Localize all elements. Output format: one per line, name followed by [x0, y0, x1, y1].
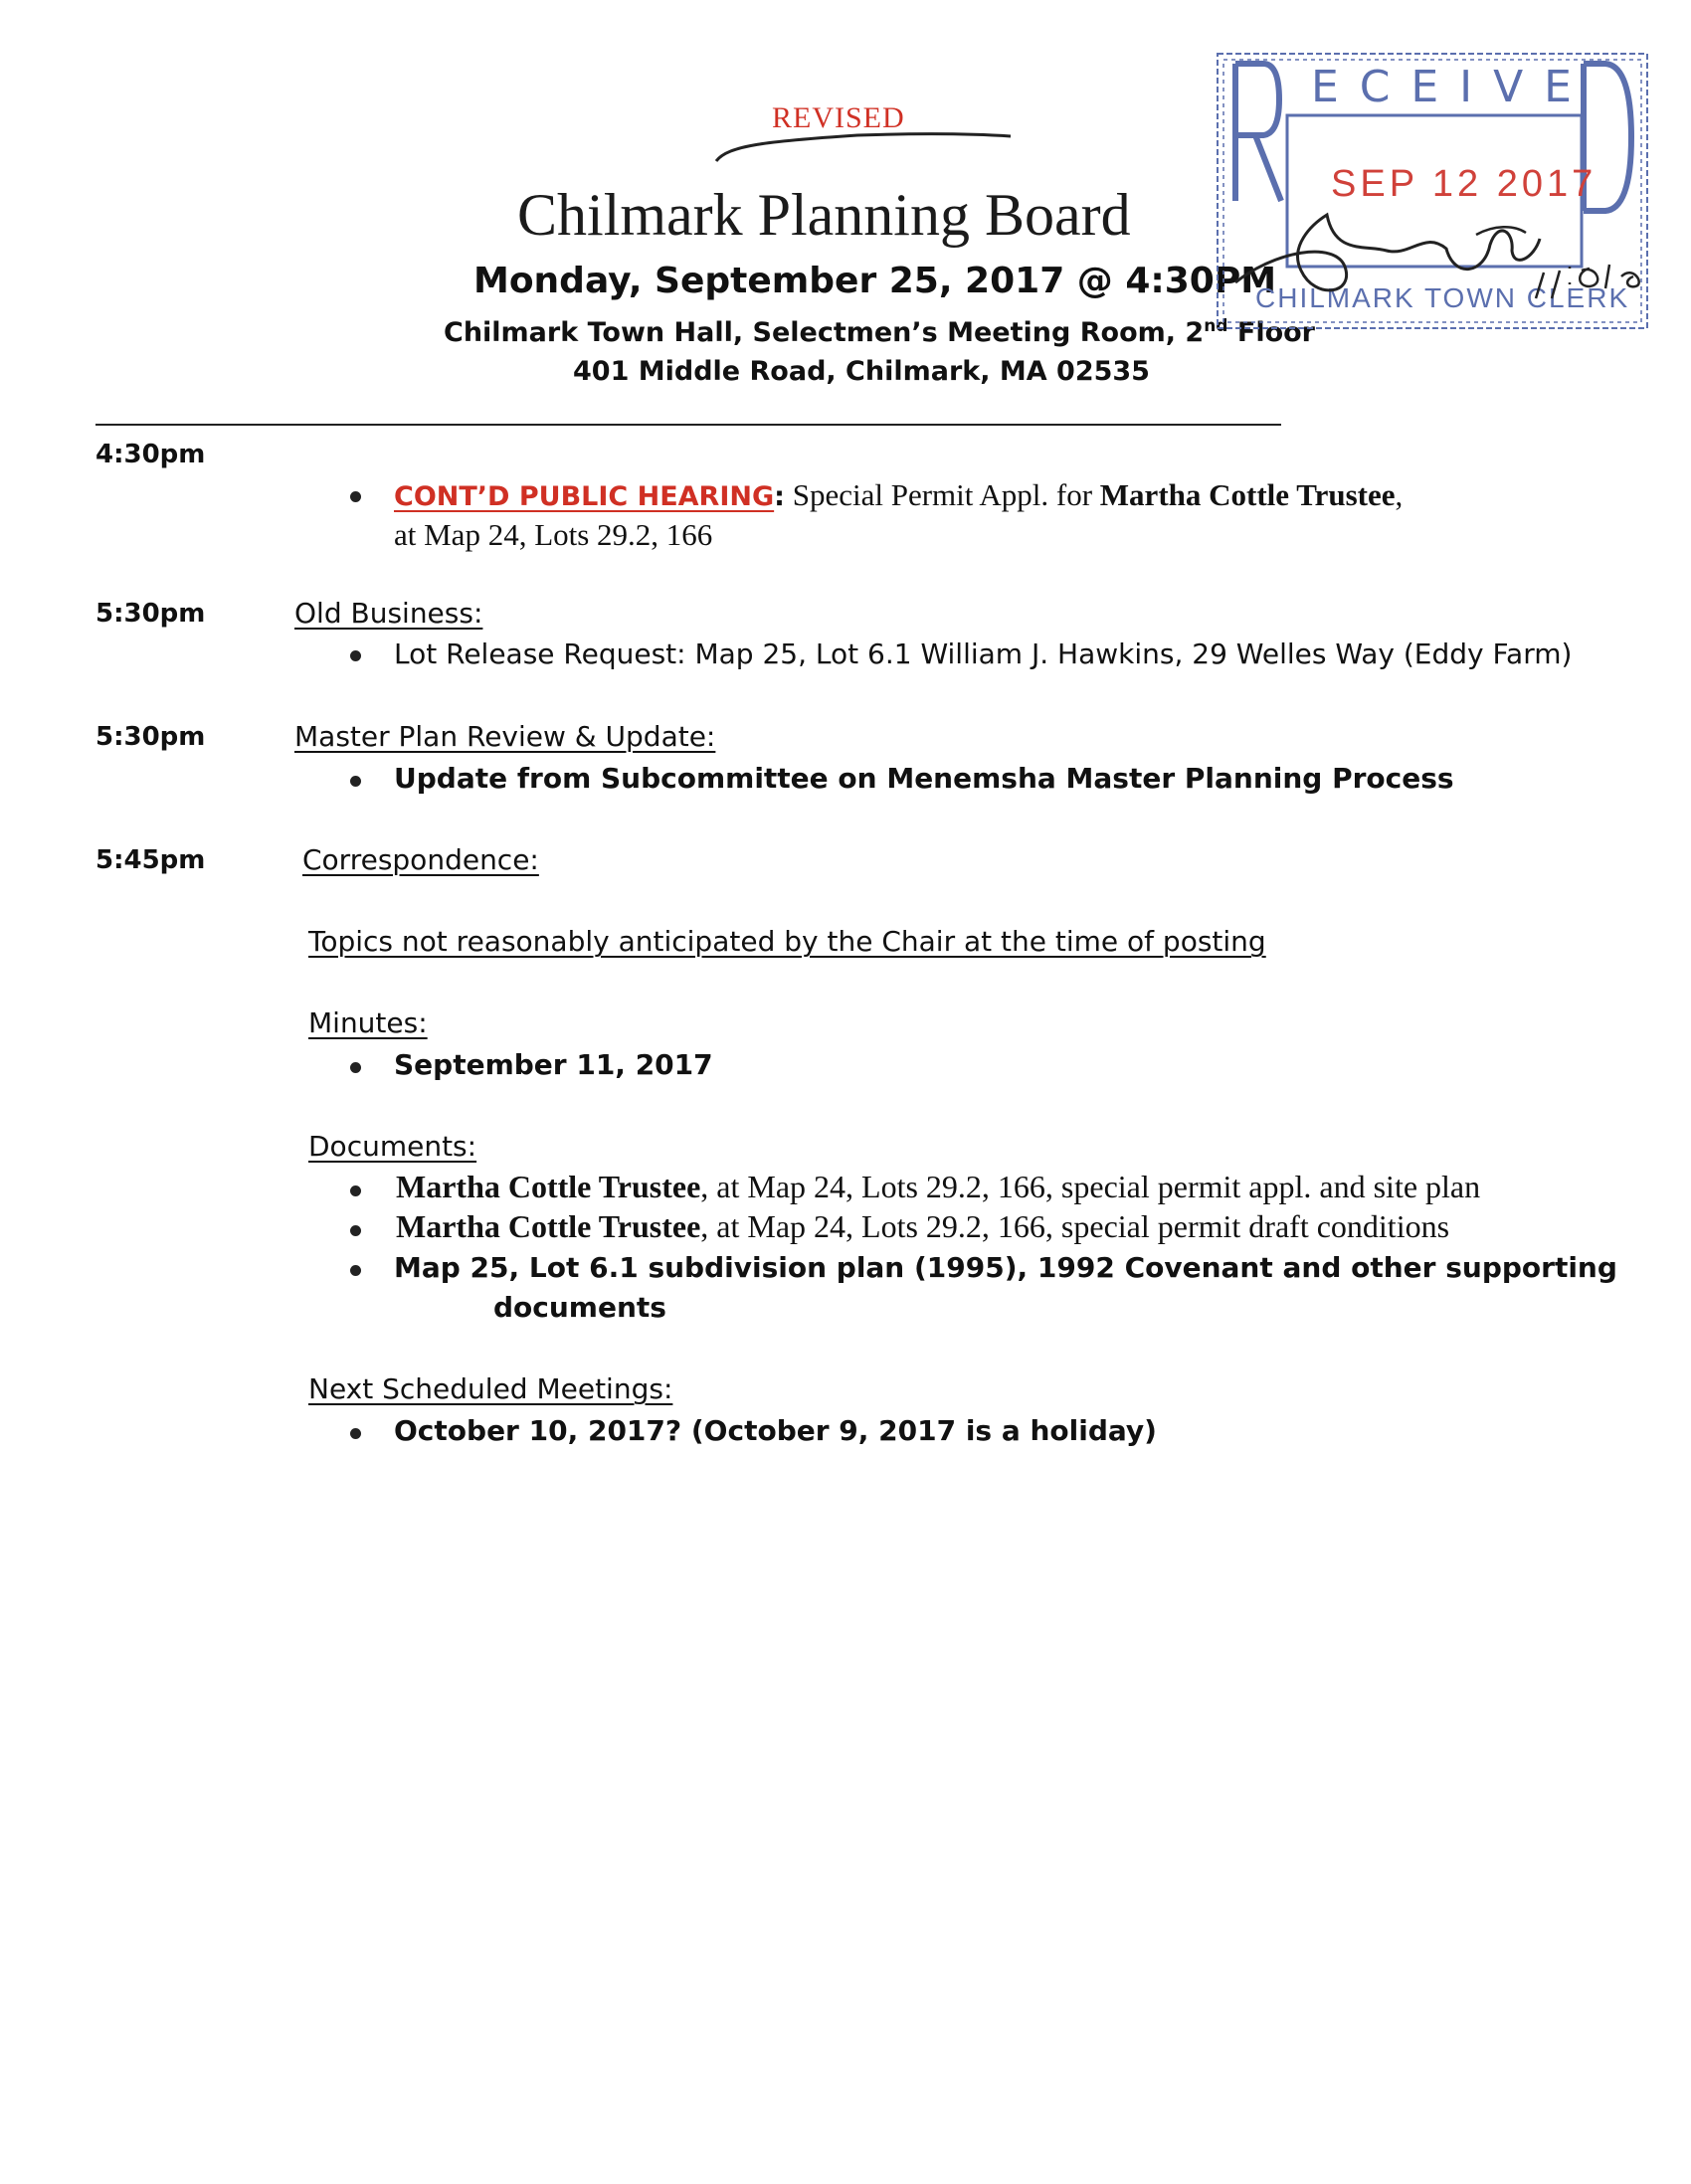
clerk-signature [1216, 191, 1649, 310]
next-meetings-heading: Next Scheduled Meetings: [308, 1372, 673, 1405]
document-applicant: Martha Cottle Trustee [396, 1169, 701, 1204]
bullet-icon [350, 776, 361, 787]
stamp-date: SEP 12 2017 [1331, 163, 1597, 205]
received-letter: C [1359, 62, 1391, 112]
meeting-date: Monday, September 25, 2017 @ 4:30PM [473, 261, 1277, 301]
old-business-heading: Old Business: [294, 597, 483, 630]
applicant-name: Martha Cottle Trustee [1099, 477, 1396, 512]
minutes-item: September 11, 2017 [394, 1048, 713, 1081]
document-text: , at Map 24, Lots 29.2, 166, special permit draft conditions [700, 1208, 1450, 1244]
stamp-office: CHILMARK TOWN CLERK [1255, 282, 1630, 313]
page-title: Chilmark Planning Board [517, 182, 1131, 248]
master-plan-item: Update from Subcommittee on Menemsha Master Planning Process [394, 762, 1454, 795]
time-slot-2: 5:30pm [95, 599, 206, 629]
document-item-1 [396, 1169, 1480, 1205]
document-applicant: Martha Cottle Trustee [396, 1208, 701, 1244]
meeting-address: 401 Middle Road, Chilmark, MA 02535 [573, 356, 1150, 387]
public-hearing-item [394, 477, 1403, 513]
received-letter: V [1493, 62, 1524, 112]
time-slot-3: 5:30pm [95, 722, 206, 752]
received-letter: E [1410, 62, 1439, 112]
received-letter: I [1459, 62, 1473, 112]
public-hearing-comma: , [1395, 477, 1404, 512]
time-slot-1: 4:30pm [95, 440, 206, 469]
received-letters [1311, 62, 1572, 112]
venue-text: Chilmark Town Hall, Selectmen’s Meeting Room, 2 [444, 317, 1205, 348]
time-slot-4: 5:45pm [95, 845, 206, 875]
document-item-3-continued: documents [493, 1291, 666, 1324]
received-letter: E [1544, 62, 1572, 112]
header-divider [95, 424, 1281, 426]
master-plan-heading: Master Plan Review & Update: [294, 720, 716, 753]
lot-release-item: Lot Release Request: Map 25, Lot 6.1 William J. Hawkins, 29 Welles Way (Eddy Farm) [394, 637, 1573, 670]
documents-heading: Documents: [308, 1130, 477, 1163]
venue-superscript: nd [1204, 316, 1228, 336]
public-hearing-label: CONT’D PUBLIC HEARING [394, 481, 775, 512]
topics-not-anticipated: Topics not reasonably anticipated by the Chair at the time of posting [308, 925, 1266, 958]
document-text: , at Map 24, Lots 29.2, 166, special permit appl. and site plan [700, 1169, 1481, 1204]
next-meeting-item: October 10, 2017? (October 9, 2017 is a holiday) [394, 1414, 1157, 1447]
public-hearing-text: Special Permit Appl. for [784, 477, 1100, 512]
received-stamp [1216, 52, 1649, 330]
correspondence-heading: Correspondence: [302, 843, 539, 876]
bullet-icon [350, 1225, 361, 1236]
document-item-2 [396, 1208, 1449, 1245]
bullet-icon [350, 1185, 361, 1196]
received-letter: E [1311, 62, 1339, 112]
bullet-icon [350, 491, 361, 502]
minutes-heading: Minutes: [308, 1006, 428, 1039]
revised-underline-stroke [708, 127, 1017, 167]
bullet-icon [350, 1062, 361, 1073]
revised-label: REVISED [772, 101, 905, 134]
public-hearing-location: at Map 24, Lots 29.2, 166 [394, 517, 713, 552]
public-hearing-colon: : [774, 481, 785, 512]
bullet-icon [350, 650, 361, 661]
bullet-icon [350, 1428, 361, 1439]
venue-floor: Floor [1227, 317, 1315, 348]
meeting-venue [444, 316, 1315, 348]
bullet-icon [350, 1265, 361, 1276]
document-item-3: Map 25, Lot 6.1 subdivision plan (1995), 1992 Covenant and other supporting [394, 1251, 1617, 1284]
